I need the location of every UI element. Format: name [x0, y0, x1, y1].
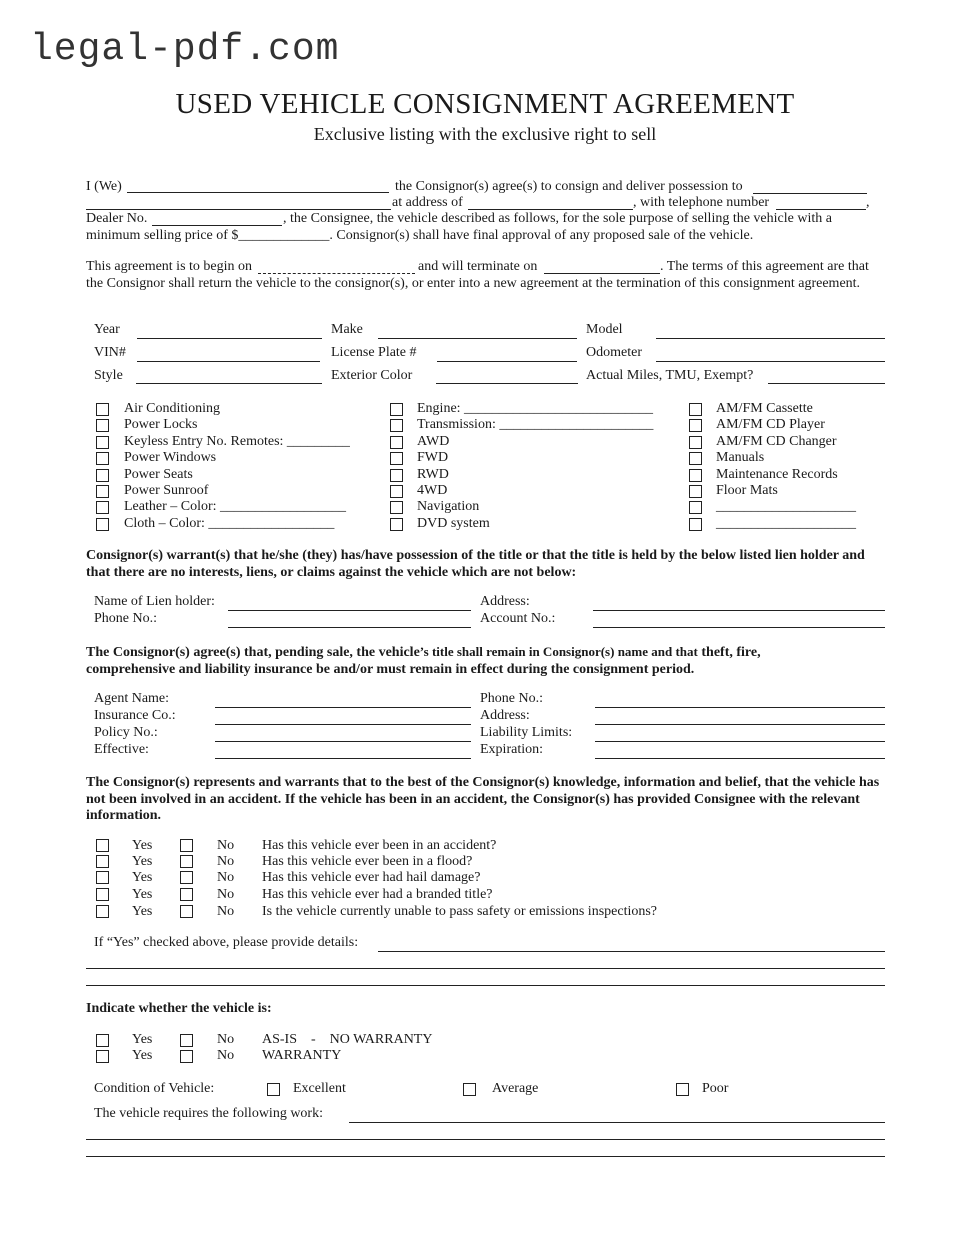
- consignee-phone-field[interactable]: [776, 209, 866, 210]
- lien-holder-label: Name of Lien holder:: [94, 594, 215, 609]
- style-field[interactable]: [136, 383, 322, 384]
- yes-checkbox[interactable]: [96, 839, 109, 852]
- plate-field[interactable]: [437, 361, 577, 362]
- checkbox[interactable]: [390, 436, 403, 449]
- work-field-1[interactable]: [349, 1122, 885, 1123]
- checkbox[interactable]: [96, 518, 109, 531]
- checkbox[interactable]: [96, 436, 109, 449]
- checkbox[interactable]: [390, 501, 403, 514]
- vin-label: VIN#: [94, 345, 126, 360]
- checkbox[interactable]: [390, 452, 403, 465]
- no-label: No: [217, 854, 235, 869]
- plate-label: License Plate #: [331, 345, 417, 360]
- checkbox[interactable]: [689, 518, 702, 531]
- style-label: Style: [94, 368, 123, 383]
- company-field[interactable]: [215, 724, 471, 725]
- no-label: No: [217, 1032, 235, 1047]
- question-label: Has this vehicle ever had a branded title?: [262, 887, 493, 902]
- insurance-heading-part: theft, fire,: [697, 645, 761, 660]
- no-label: No: [217, 838, 235, 853]
- details-label: If “Yes” checked above, please provide details:: [94, 935, 359, 950]
- feature-label: Maintenance Records: [716, 467, 838, 482]
- lien-holder-field[interactable]: [228, 610, 471, 611]
- checkbox[interactable]: [96, 419, 109, 432]
- insurance-heading-part: ’s title shall remain in Consignor(s) name and that: [419, 644, 698, 659]
- warranty-label: WARRANTY: [262, 1048, 342, 1063]
- question-label: Has this vehicle ever been in a flood?: [262, 854, 473, 869]
- consignor-name-field[interactable]: [127, 192, 389, 193]
- details-field-1[interactable]: [378, 951, 885, 952]
- intro-consign-text: the Consignor(s) agree(s) to consign and deliver possession to: [395, 179, 743, 194]
- yes-checkbox[interactable]: [96, 855, 109, 868]
- intro-consignee-text: , the Consignee, the vehicle described as follows, for the sole purpose of selling the vehicle with a: [283, 211, 832, 226]
- details-field-2[interactable]: [86, 968, 885, 969]
- question-label: Is the vehicle currently unable to pass safety or emissions inspections?: [262, 904, 658, 919]
- effective-label: Effective:: [94, 742, 149, 757]
- feature-label: 4WD: [417, 483, 448, 498]
- make-field[interactable]: [378, 338, 577, 339]
- feature-label: Air Conditioning: [124, 401, 221, 416]
- feature-label: RWD: [417, 467, 449, 482]
- yes-checkbox[interactable]: [96, 1034, 109, 1047]
- checkbox[interactable]: [689, 403, 702, 416]
- no-checkbox[interactable]: [180, 1050, 193, 1063]
- feature-label: AM/FM Cassette: [716, 401, 813, 416]
- dealer-number-field[interactable]: [152, 225, 282, 226]
- yes-label: Yes: [132, 854, 153, 869]
- checkbox[interactable]: [96, 403, 109, 416]
- accident-heading: The Consignor(s) represents and warrants that to the best of the Consignor(s) knowledge, information and belief, that the vehicle has not been involved in an accident. If the vehicle has been in an accident, the Consignor(s) has provided Consignee with the relevant information.: [86, 775, 880, 823]
- intro-dealer-label: Dealer No.: [86, 211, 148, 226]
- exterior-color-label: Exterior Color: [331, 368, 413, 383]
- feature-label: Power Locks: [124, 417, 198, 432]
- checkbox[interactable]: [390, 403, 403, 416]
- question-label: Has this vehicle ever had hail damage?: [262, 870, 481, 885]
- work-label: The vehicle requires the following work:: [94, 1106, 323, 1121]
- limits-field[interactable]: [595, 741, 885, 742]
- work-field-3[interactable]: [86, 1156, 885, 1157]
- term-end-label: and will terminate on: [418, 259, 538, 274]
- yes-label: Yes: [132, 1048, 153, 1063]
- checkbox[interactable]: [96, 469, 109, 482]
- term-terms-text: . The terms of this agreement are that: [660, 259, 869, 274]
- intro-min-price: minimum selling price of $_____________. Consignor(s) shall have final approval of any proposed sale of the vehicle.: [86, 228, 754, 243]
- ins-phone-label: Phone No.:: [480, 691, 543, 706]
- no-checkbox[interactable]: [180, 839, 193, 852]
- yes-label: Yes: [132, 904, 153, 919]
- no-label: No: [217, 904, 235, 919]
- no-label: No: [217, 887, 235, 902]
- feature-label: Leather – Color: __________________: [124, 499, 347, 514]
- intro-i-we: I (We): [86, 179, 122, 194]
- site-logo: legal-pdf.com: [30, 28, 340, 71]
- feature-label: Cloth – Color: __________________: [124, 516, 335, 531]
- no-label: No: [217, 870, 235, 885]
- checkbox[interactable]: [689, 452, 702, 465]
- yes-label: Yes: [132, 870, 153, 885]
- limits-label: Liability Limits:: [480, 725, 573, 740]
- model-field[interactable]: [656, 338, 885, 339]
- checkbox[interactable]: [689, 419, 702, 432]
- year-label: Year: [94, 322, 120, 337]
- insurance-heading: [86, 644, 886, 678]
- policy-field[interactable]: [215, 741, 471, 742]
- checkbox[interactable]: [390, 518, 403, 531]
- effective-field[interactable]: [215, 758, 471, 759]
- section-divider: [86, 985, 885, 986]
- year-field[interactable]: [137, 338, 322, 339]
- odometer-field[interactable]: [656, 361, 885, 362]
- feature-label: Transmission: ______________________: [417, 417, 654, 432]
- feature-label: DVD system: [417, 516, 490, 531]
- no-label: No: [217, 1048, 235, 1063]
- no-checkbox[interactable]: [180, 1034, 193, 1047]
- odometer-label: Odometer: [586, 345, 642, 360]
- ins-phone-field[interactable]: [595, 707, 885, 708]
- yes-label: Yes: [132, 838, 153, 853]
- poor-checkbox[interactable]: [676, 1083, 689, 1096]
- no-checkbox[interactable]: [180, 888, 193, 901]
- lien-phone-field[interactable]: [228, 627, 471, 628]
- feature-label: ____________________: [716, 516, 856, 531]
- checkbox[interactable]: [689, 469, 702, 482]
- term-begin-label: This agreement is to begin on: [86, 259, 253, 274]
- feature-label: Power Sunroof: [124, 483, 209, 498]
- poor-label: Poor: [702, 1081, 729, 1096]
- condition-label: Condition of Vehicle:: [94, 1081, 215, 1096]
- checkbox[interactable]: [96, 501, 109, 514]
- actual-miles-field[interactable]: [768, 383, 885, 384]
- exterior-color-field[interactable]: [436, 383, 578, 384]
- begin-date-field[interactable]: [258, 273, 415, 274]
- warranty-heading: Indicate whether the vehicle is:: [86, 1001, 272, 1016]
- ins-address-field[interactable]: [595, 724, 885, 725]
- policy-label: Policy No.:: [94, 725, 158, 740]
- checkbox[interactable]: [96, 485, 109, 498]
- feature-label: FWD: [417, 450, 449, 465]
- work-field-2[interactable]: [86, 1139, 885, 1140]
- yes-label: Yes: [132, 887, 153, 902]
- average-checkbox[interactable]: [463, 1083, 476, 1096]
- excellent-checkbox[interactable]: [267, 1083, 280, 1096]
- feature-label: Power Windows: [124, 450, 217, 465]
- lien-account-field[interactable]: [593, 627, 885, 628]
- lien-address-field[interactable]: [593, 610, 885, 611]
- feature-label: AM/FM CD Changer: [716, 434, 837, 449]
- lien-address-label: Address:: [480, 594, 530, 609]
- term-return-text: the Consignor shall return the vehicle to the consignor(s), or enter into a new agreement at the termination of this consignment agreement.: [86, 276, 861, 291]
- feature-label: ____________________: [716, 499, 856, 514]
- agent-label: Agent Name:: [94, 691, 170, 706]
- yes-checkbox[interactable]: [96, 905, 109, 918]
- company-label: Insurance Co.:: [94, 708, 176, 723]
- checkbox[interactable]: [390, 469, 403, 482]
- document-title: USED VEHICLE CONSIGNMENT AGREEMENT: [175, 88, 795, 120]
- vin-field[interactable]: [137, 361, 320, 362]
- no-checkbox[interactable]: [180, 871, 193, 884]
- feature-label: Floor Mats: [716, 483, 778, 498]
- model-label: Model: [586, 322, 623, 337]
- actual-miles-label: Actual Miles, TMU, Exempt?: [586, 368, 754, 383]
- average-label: Average: [492, 1081, 539, 1096]
- yes-checkbox[interactable]: [96, 1050, 109, 1063]
- checkbox[interactable]: [96, 452, 109, 465]
- insurance-heading-part: comprehensive and liability insurance be and/or must remain in effect during the consignment period.: [86, 661, 695, 677]
- consignee-address-field[interactable]: [468, 209, 633, 210]
- checkbox[interactable]: [689, 436, 702, 449]
- no-checkbox[interactable]: [180, 855, 193, 868]
- checkbox[interactable]: [689, 501, 702, 514]
- feature-label: Navigation: [417, 499, 480, 514]
- feature-label: Manuals: [716, 450, 765, 465]
- insurance-heading-part: The Consignor(s) agree(s) that, pending sale, the vehicle: [86, 645, 420, 660]
- checkbox[interactable]: [390, 419, 403, 432]
- excellent-label: Excellent: [293, 1081, 346, 1096]
- feature-label: Keyless Entry No. Remotes: _________: [124, 434, 350, 449]
- expiration-field[interactable]: [595, 758, 885, 759]
- feature-label: AM/FM CD Player: [716, 417, 825, 432]
- feature-label: Power Seats: [124, 467, 193, 482]
- as-is-label: AS-IS - NO WARRANTY: [262, 1032, 433, 1047]
- consignee-name-field[interactable]: [753, 193, 867, 194]
- consignee-name-field-2[interactable]: [86, 209, 391, 210]
- question-label: Has this vehicle ever been in an accident?: [262, 838, 497, 853]
- feature-label: Engine: ___________________________: [417, 401, 654, 416]
- lien-phone-label: Phone No.:: [94, 611, 157, 626]
- feature-label: AWD: [417, 434, 450, 449]
- yes-label: Yes: [132, 1032, 153, 1047]
- checkbox[interactable]: [390, 485, 403, 498]
- yes-checkbox[interactable]: [96, 888, 109, 901]
- checkbox[interactable]: [689, 485, 702, 498]
- end-date-field[interactable]: [544, 273, 660, 274]
- agent-field[interactable]: [215, 707, 471, 708]
- document-subtitle: Exclusive listing with the exclusive right to sell: [313, 124, 657, 144]
- no-checkbox[interactable]: [180, 905, 193, 918]
- expiration-label: Expiration:: [480, 742, 543, 757]
- title-warranty-heading: Consignor(s) warrant(s) that he/she (they) has/have possession of the title or that the title is held by the below listed lien holder and that there are no interests, liens, or claims against the vehicle which are not below:: [86, 548, 865, 580]
- ins-address-label: Address:: [480, 708, 530, 723]
- comma: ,: [866, 195, 870, 210]
- make-label: Make: [331, 322, 363, 337]
- lien-account-label: Account No.:: [480, 611, 556, 626]
- intro-address-label: at address of: [392, 195, 463, 210]
- yes-checkbox[interactable]: [96, 871, 109, 884]
- intro-phone-label: , with telephone number: [633, 195, 770, 210]
